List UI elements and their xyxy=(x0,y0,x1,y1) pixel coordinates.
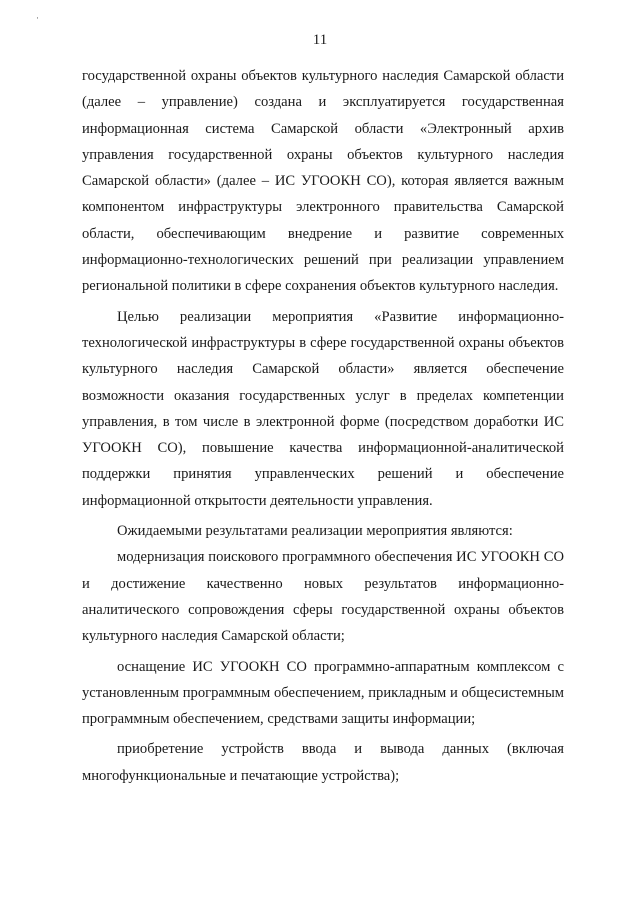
list-item-modernization: модернизация поискового программного обеспечения ИС УГООКН СО и достижение качественно новых результатов информационно-аналитического сопровождения сферы государственной охраны объектов культурного наследия Самарской области; xyxy=(82,549,564,645)
page-number: 11 xyxy=(312,32,328,48)
list-item-devices: приобретение устройств ввода и вывода данных (включая многофункциональные и печатающие устройства); xyxy=(82,741,564,784)
paragraph-continuation: государственной охраны объектов культурного наследия Самарской области (далее – управление) создана и эксплуатируется государственная информационная система Самарской области «Электронный архив управления государственной охраны объектов культурного наследия Самарской области» (далее – ИС УГООКН СО), которая является важным компонентом инфраструктуры электронного правительства Самарской области, обеспечивающим внедрение и развитие современных информационно-технологических решений при реализации управлением региональной политики в сфере сохранения объектов культурного наследия. xyxy=(82,68,564,295)
document-body xyxy=(82,63,564,789)
scan-corner-mark: · xyxy=(36,13,39,23)
paragraph-goal: Целью реализации мероприятия «Развитие информационно-технологической инфраструктуры в сфере государственной охраны объектов культурного наследия Самарской области» является обеспечение возможности оказания государственных услуг в пределах компетенции управления, в том числе в электронной форме (посредством доработки ИС УГООКН СО), повышение качества информационной-аналитической поддержки принятия управленческих решений и обеспечение информационной открытости деятельности управления. xyxy=(82,308,564,509)
paragraph-expected-results-intro: Ожидаемыми результатами реализации мероприятия являются: xyxy=(117,523,513,540)
list-item-equipment: оснащение ИС УГООКН СО программно-аппаратным комплексом с установленным программным обеспечением, прикладным и общесистемным программным обеспечением, средствами защиты информации; xyxy=(82,658,564,728)
